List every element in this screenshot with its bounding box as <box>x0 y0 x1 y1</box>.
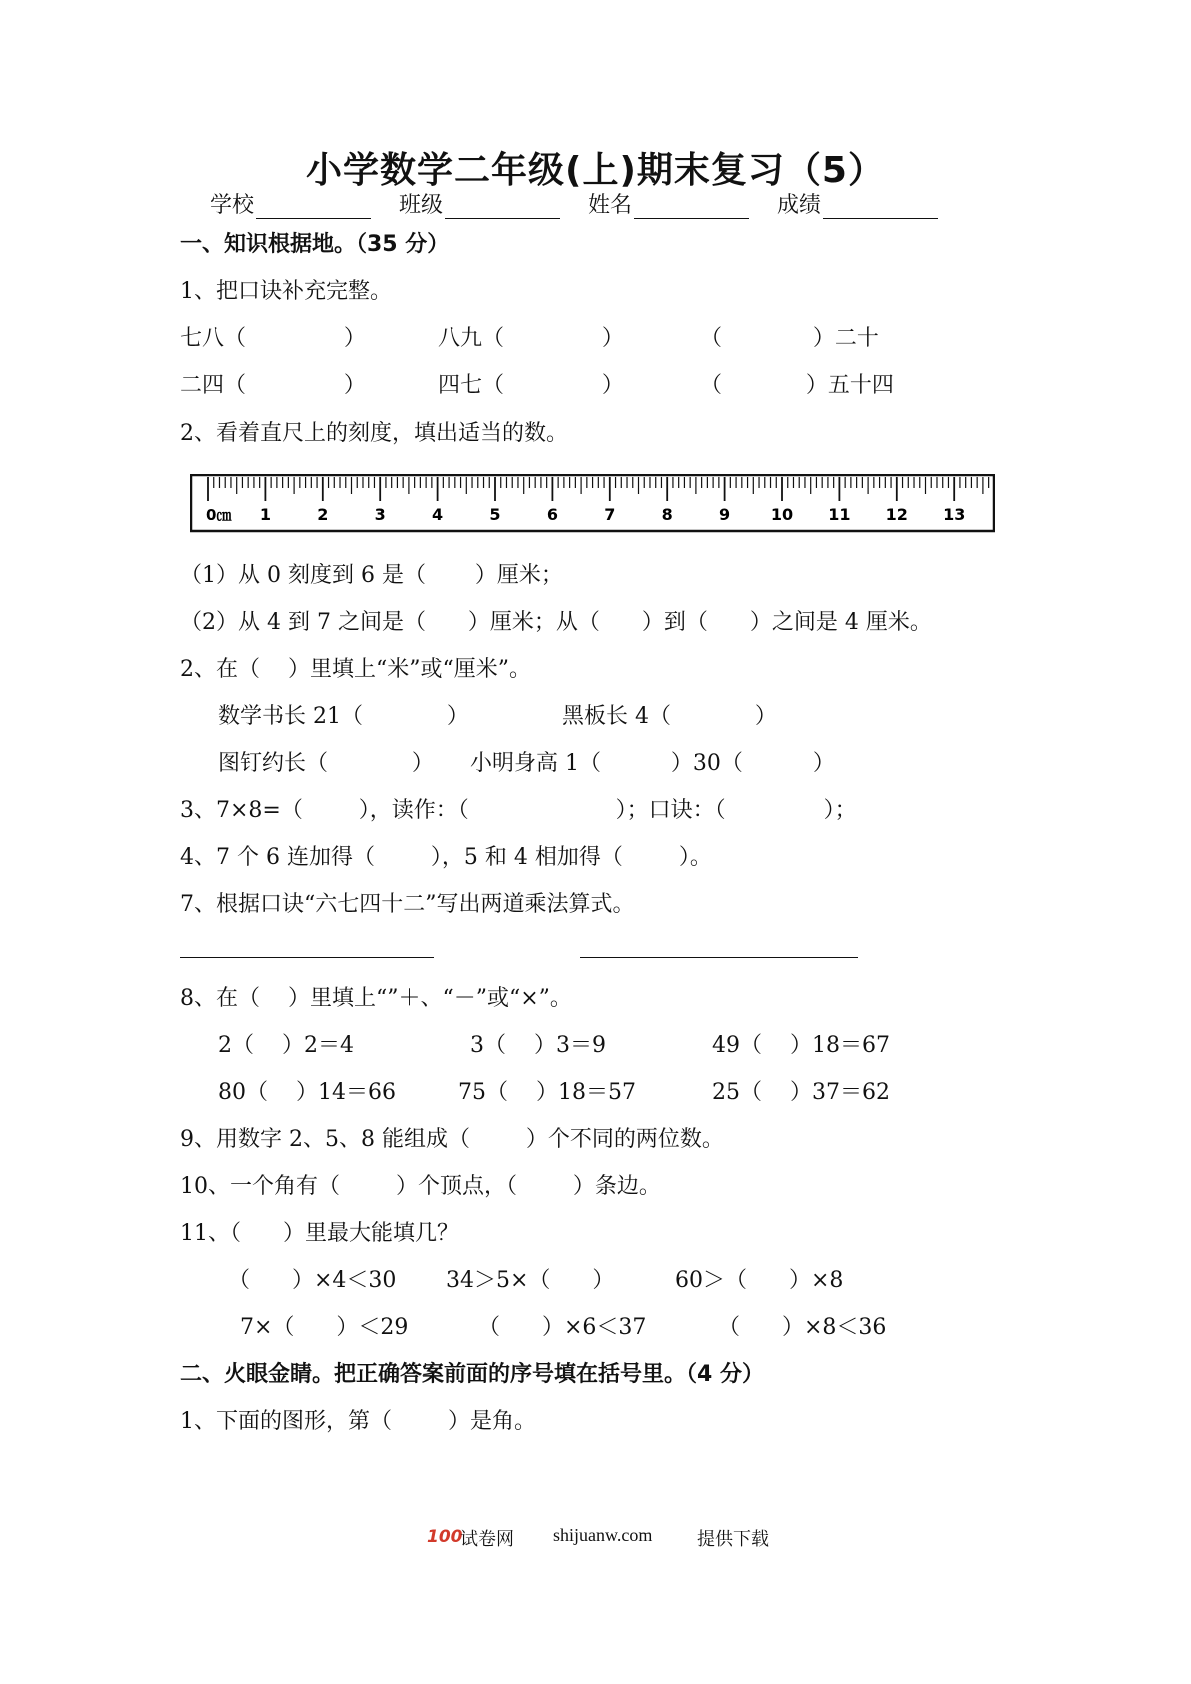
class-field <box>399 188 560 219</box>
q8-row2-c1: 80（ ）14＝66 <box>218 1080 396 1105</box>
ruler-label: 2 <box>317 505 329 524</box>
q2-text: 2、看着直尺上的刻度，填出适当的数。 <box>180 421 568 446</box>
q8-row2-c2: 75（ ）18＝57 <box>458 1080 636 1105</box>
q4-text: 4、7 个 6 连加得（ ），5 和 4 相加得（ ）。 <box>180 845 712 870</box>
name-field <box>588 188 749 219</box>
logo-number: 100 <box>427 1527 463 1547</box>
q8-row1-c2: 3（ ）3＝9 <box>470 1033 606 1058</box>
name-blank[interactable] <box>634 198 749 219</box>
q8-row1-c1: 2（ ）2＝4 <box>218 1033 354 1058</box>
q11-row1-c2: 34＞5×（ ） <box>446 1268 615 1293</box>
score-label: 成绩 <box>777 193 822 218</box>
ruler-label: 10 <box>770 505 794 524</box>
ruler-label: 5 <box>489 505 501 524</box>
ruler-label: 7 <box>604 505 616 524</box>
q3-text: 3、7×8=（ ），读作：（ ）；口诀：（ ）； <box>180 798 857 823</box>
q9-text: 9、用数字 2、5、8 能组成（ ）个不同的两位数。 <box>180 1127 724 1152</box>
q7-text: 7、根据口诀“六七四十二”写出两道乘法算式。 <box>180 892 635 917</box>
ruler-label: 3 <box>374 505 386 524</box>
q11-row2-c3: （ ）×8＜36 <box>718 1315 887 1340</box>
q7-answer-line-2[interactable] <box>580 957 858 958</box>
q2b-c: 图钉约长（ ） <box>218 751 434 776</box>
q1-row1-c3: （ ）二十 <box>700 326 879 351</box>
ruler-label: 6 <box>546 505 558 524</box>
section2-heading: 二、火眼金睛。把正确答案前面的序号填在括号里。（4 分） <box>180 1362 764 1387</box>
q8-row1-c3: 49（ ）18＝67 <box>712 1033 890 1058</box>
q11-row1-c1: （ ）×4＜30 <box>228 1268 397 1293</box>
ruler-label: 12 <box>885 505 908 524</box>
ruler-label: 8 <box>661 505 673 524</box>
q2b-text: 2、在（ ）里填上“米”或“厘米”。 <box>180 657 531 682</box>
name-label: 姓名 <box>588 193 633 218</box>
ruler-image <box>190 474 995 534</box>
q11-row2-c1: 7×（ ）＜29 <box>240 1315 409 1340</box>
ruler-label: 4 <box>432 505 444 524</box>
q11-row2-c2: （ ）×6＜37 <box>478 1315 647 1340</box>
q1-text: 1、把口诀补充完整。 <box>180 279 392 304</box>
ruler-label: 13 <box>943 505 966 524</box>
q7-answer-line-1[interactable] <box>180 957 434 958</box>
section2-q1-text: 1、下面的图形，第（ ）是角。 <box>180 1409 536 1434</box>
q11-text: 11、（ ）里最大能填几？ <box>180 1221 459 1246</box>
footer-note: 提供下载 <box>697 1529 769 1550</box>
student-info-row <box>210 188 1010 219</box>
class-label: 班级 <box>399 193 444 218</box>
section1-heading: 一、知识根据地。（35 分） <box>180 232 450 257</box>
ruler-label: 1 <box>259 505 271 524</box>
score-blank[interactable] <box>823 198 938 219</box>
ruler-unit-label: 0㎝ <box>206 506 232 524</box>
site-url[interactable]: shijuanw.com <box>553 1525 653 1545</box>
logo-text: 试卷网 <box>460 1529 514 1550</box>
q2b-d: 小明身高 1（ ）30（ ） <box>470 751 835 776</box>
q1-row1-c1: 七八（ ） <box>180 326 366 351</box>
q2-sub2: （2）从 4 到 7 之间是（ ）厘米；从（ ）到（ ）之间是 4 厘米。 <box>180 610 932 635</box>
school-blank[interactable] <box>256 198 371 219</box>
q1-row1-c2: 八九（ ） <box>438 326 624 351</box>
q8-row2-c3: 25（ ）37＝62 <box>712 1080 890 1105</box>
q2b-b: 黑板长 4（ ） <box>562 704 777 729</box>
page-title: 小学数学二年级(上)期末复习（5） <box>306 150 885 191</box>
q1-row2-c3: （ ）五十四 <box>700 373 894 398</box>
ruler-label: 9 <box>719 505 731 524</box>
q10-text: 10、一个角有（ ）个顶点，（ ）条边。 <box>180 1174 661 1199</box>
q2-sub1: （1）从 0 刻度到 6 是（ ）厘米； <box>180 563 563 588</box>
score-field <box>777 188 938 219</box>
ruler-label: 11 <box>828 505 851 524</box>
q1-row2-c1: 二四（ ） <box>180 373 366 398</box>
school-label: 学校 <box>210 193 255 218</box>
class-blank[interactable] <box>445 198 560 219</box>
q1-row2-c2: 四七（ ） <box>438 373 624 398</box>
q8-text: 8、在（ ）里填上“”＋、“－”或“×”。 <box>180 986 572 1011</box>
q11-row1-c3: 60＞（ ）×8 <box>675 1268 844 1293</box>
school-field <box>210 188 371 219</box>
q2b-a: 数学书长 21（ ） <box>218 704 469 729</box>
